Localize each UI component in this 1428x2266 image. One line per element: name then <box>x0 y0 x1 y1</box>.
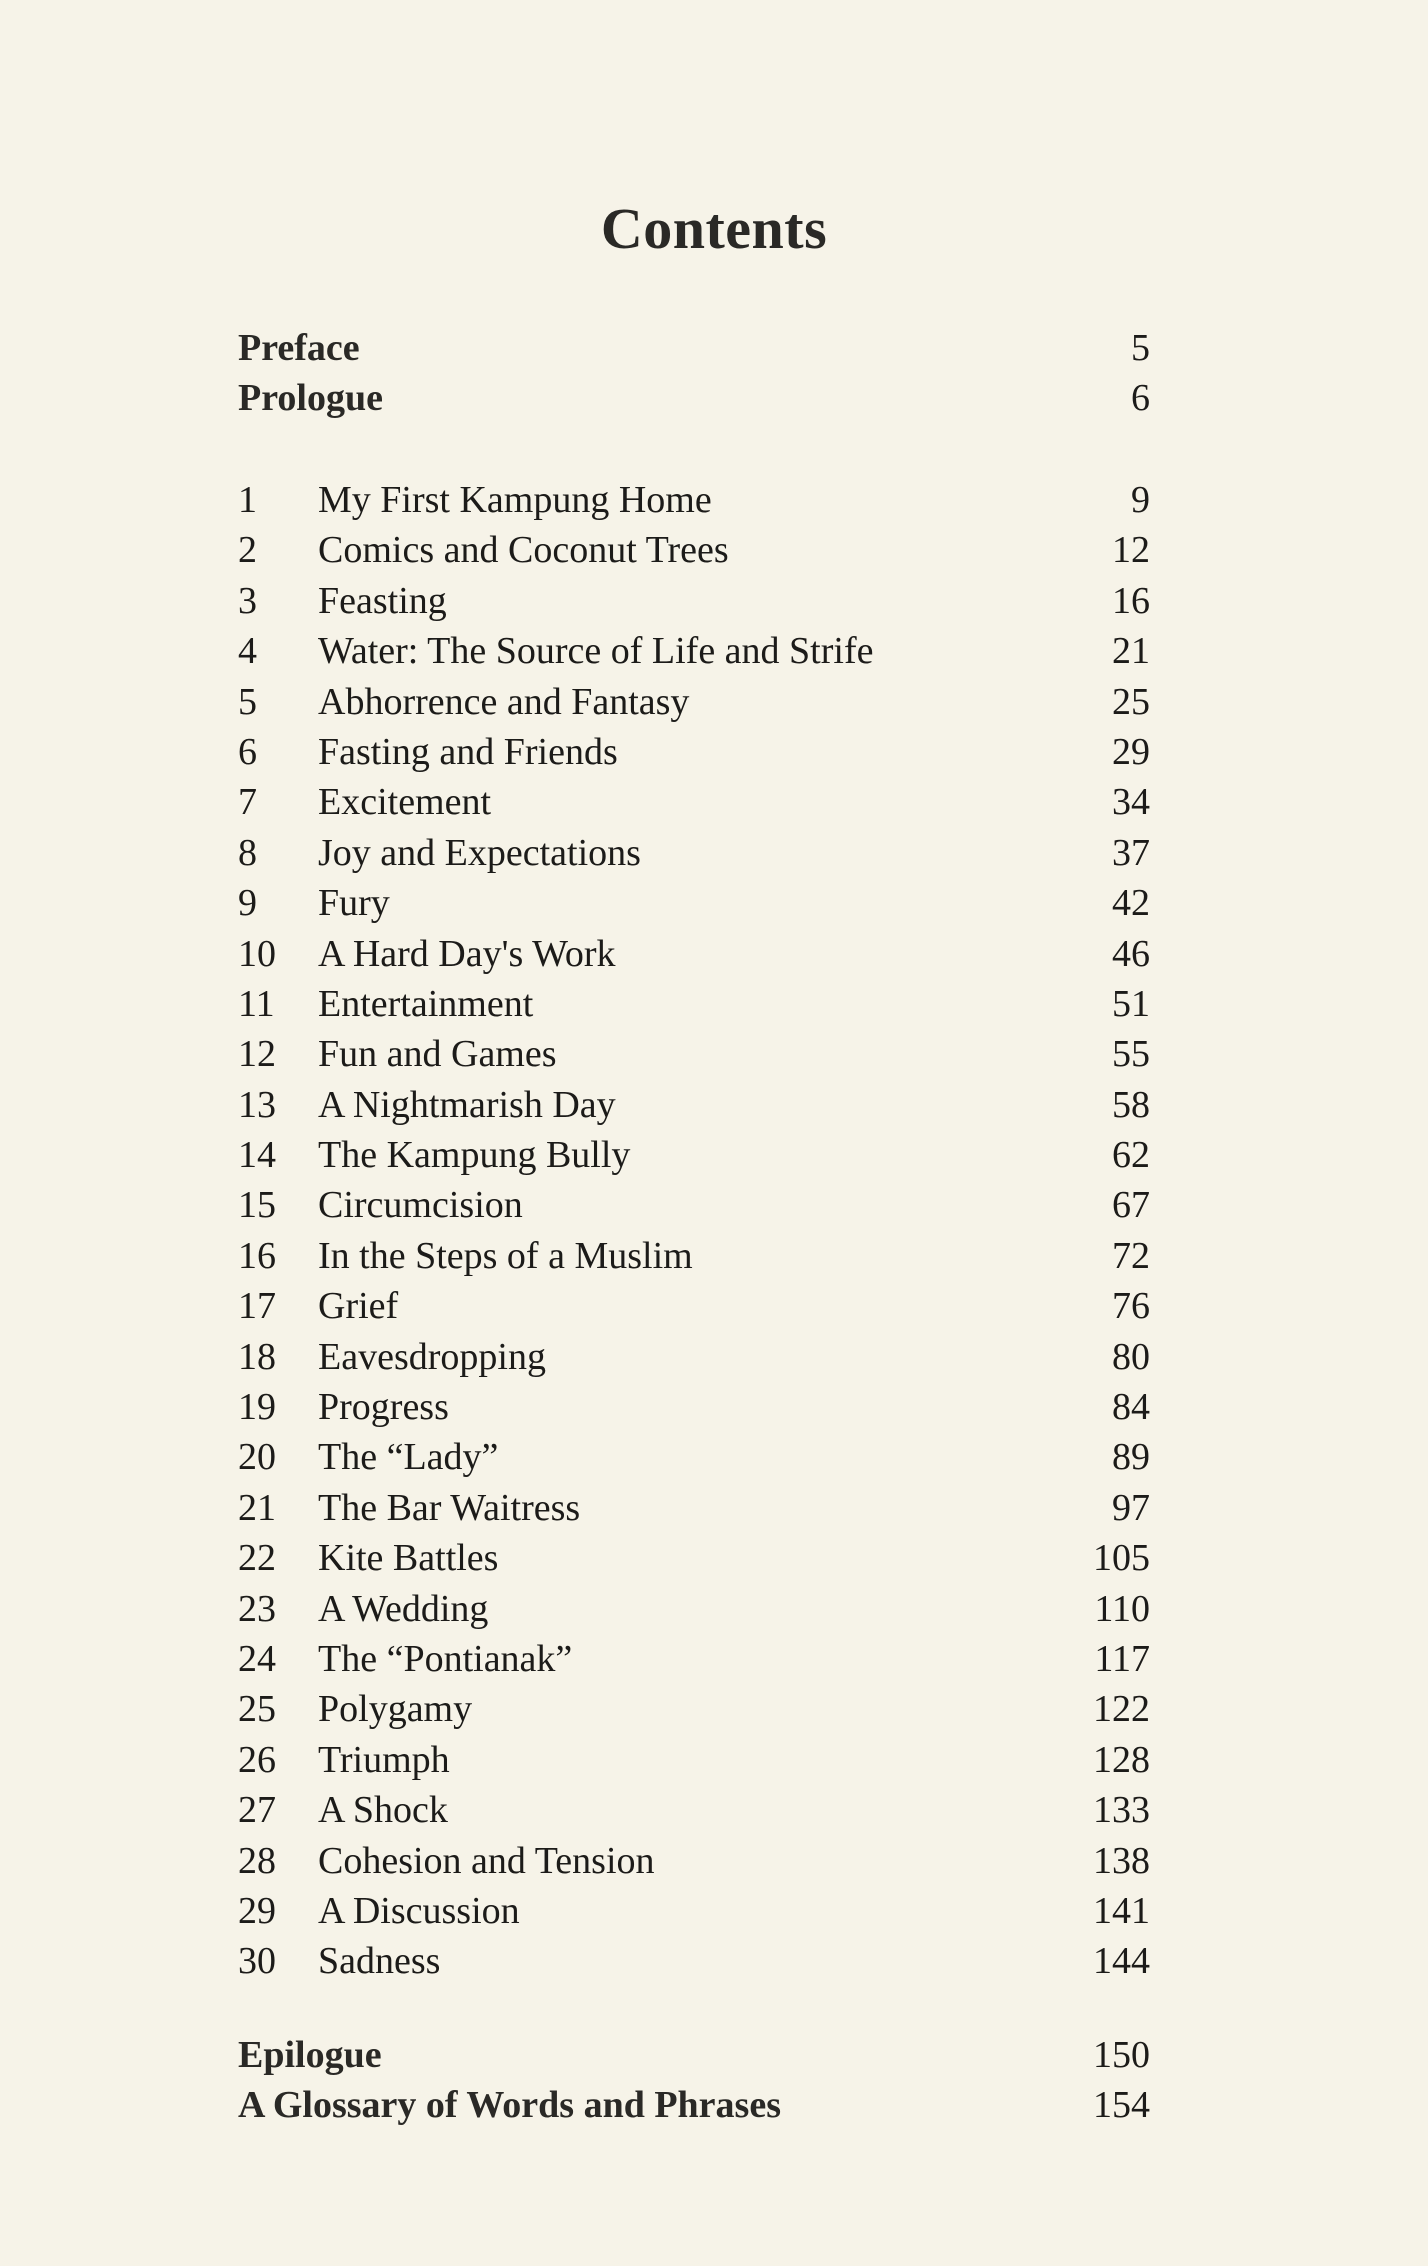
chapter-page-number: 62 <box>1112 1134 1150 1177</box>
chapter-title: Polygamy <box>318 1688 473 1731</box>
toc-entry-chapter[interactable] <box>238 1029 1150 1079</box>
chapter-number: 3 <box>238 579 257 622</box>
chapter-title: Circumcision <box>318 1184 523 1227</box>
chapter-page-number: 51 <box>1112 982 1150 1025</box>
chapter-page-number: 110 <box>1094 1587 1150 1630</box>
entry-page-number: 5 <box>1131 327 1150 369</box>
chapter-page-number: 25 <box>1112 680 1150 723</box>
chapter-number: 29 <box>238 1889 276 1932</box>
toc-entry-chapter[interactable] <box>238 1533 1150 1583</box>
chapter-page-number: 21 <box>1112 630 1150 673</box>
toc-entry-chapter[interactable] <box>238 1080 1150 1130</box>
chapter-title: A Discussion <box>318 1889 520 1932</box>
entry-page-number: 6 <box>1131 377 1150 420</box>
toc-entry-chapter[interactable] <box>238 777 1150 827</box>
chapter-number: 24 <box>238 1637 276 1680</box>
chapter-number: 22 <box>238 1537 276 1580</box>
chapter-number: 25 <box>238 1688 276 1731</box>
chapter-number: 13 <box>238 1083 276 1126</box>
toc-entry-chapter[interactable] <box>238 1584 1150 1634</box>
chapter-page-number: 34 <box>1112 781 1150 824</box>
chapter-title: A Wedding <box>318 1587 489 1630</box>
chapter-title: Grief <box>318 1285 399 1328</box>
chapter-page-number: 72 <box>1112 1234 1150 1277</box>
chapter-title: Joy and Expectations <box>318 831 641 874</box>
chapter-number: 8 <box>238 831 257 874</box>
chapter-page-number: 105 <box>1093 1537 1150 1580</box>
chapter-title: Kite Battles <box>318 1537 499 1580</box>
chapter-title: Eavesdropping <box>318 1335 546 1378</box>
entry-page-number: 150 <box>1093 2034 1150 2076</box>
chapter-title: A Nightmarish Day <box>318 1083 616 1126</box>
toc-entry-chapter[interactable] <box>238 878 1150 928</box>
chapter-page-number: 46 <box>1112 932 1150 975</box>
toc-entry-chapter[interactable] <box>238 1735 1150 1785</box>
toc-entry-chapter[interactable] <box>238 979 1150 1029</box>
chapter-title: Fun and Games <box>318 1033 557 1076</box>
chapter-page-number: 67 <box>1112 1184 1150 1227</box>
chapter-page-number: 89 <box>1112 1436 1150 1479</box>
toc-entry-chapter[interactable] <box>238 727 1150 777</box>
chapter-title: My First Kampung Home <box>318 479 712 521</box>
toc-entry-chapter[interactable] <box>238 1684 1150 1734</box>
toc-entry-chapter[interactable] <box>238 1180 1150 1230</box>
chapter-number: 12 <box>238 1033 276 1076</box>
toc-entry-chapter[interactable] <box>238 677 1150 727</box>
chapter-number: 18 <box>238 1335 276 1378</box>
toc-entry-chapter[interactable] <box>238 1483 1150 1533</box>
chapter-number: 30 <box>238 1940 276 1983</box>
chapter-number: 1 <box>238 479 257 521</box>
chapter-page-number: 76 <box>1112 1285 1150 1328</box>
chapter-title: Comics and Coconut Trees <box>318 529 729 572</box>
chapter-title: A Hard Day's Work <box>318 932 616 975</box>
chapter-title: In the Steps of a Muslim <box>318 1234 693 1277</box>
toc-entry-chapter[interactable] <box>238 1886 1150 1936</box>
toc-entry-epilogue[interactable] <box>238 2030 1150 2080</box>
chapter-title: The “Lady” <box>318 1436 499 1479</box>
chapter-title: The Kampung Bully <box>318 1134 631 1177</box>
toc-entry-chapter[interactable] <box>238 525 1150 575</box>
chapter-number: 11 <box>238 982 275 1025</box>
chapter-title: Fasting and Friends <box>318 730 618 773</box>
chapter-page-number: 37 <box>1112 831 1150 874</box>
chapter-title: Triumph <box>318 1738 450 1781</box>
chapter-number: 27 <box>238 1789 276 1832</box>
chapter-number: 17 <box>238 1285 276 1328</box>
chapter-title: Cohesion and Tension <box>318 1839 655 1882</box>
chapter-page-number: 128 <box>1093 1738 1150 1781</box>
chapter-number: 16 <box>238 1234 276 1277</box>
toc-entry-preface[interactable] <box>238 323 1150 373</box>
toc-entry-chapter[interactable] <box>238 1936 1150 1986</box>
chapter-title: Progress <box>318 1386 449 1429</box>
chapter-number: 2 <box>238 529 257 572</box>
chapter-page-number: 97 <box>1112 1486 1150 1529</box>
chapter-list <box>238 475 1150 1987</box>
chapter-number: 19 <box>238 1386 276 1429</box>
chapter-page-number: 80 <box>1112 1335 1150 1378</box>
chapter-page-number: 16 <box>1112 579 1150 622</box>
chapter-title: Feasting <box>318 579 447 622</box>
entry-title: Preface <box>238 327 360 369</box>
entry-title: A Glossary of Words and Phrases <box>238 2084 781 2127</box>
chapter-page-number: 138 <box>1093 1839 1150 1882</box>
toc-entry-chapter[interactable] <box>238 828 1150 878</box>
chapter-page-number: 12 <box>1112 529 1150 572</box>
chapter-number: 4 <box>238 630 257 673</box>
toc-entry-chapter[interactable] <box>238 1231 1150 1281</box>
toc-entry-chapter[interactable] <box>238 475 1150 525</box>
toc-entry-chapter[interactable] <box>238 1281 1150 1331</box>
chapter-title: Water: The Source of Life and Strife <box>318 630 874 673</box>
toc-entry-chapter[interactable] <box>238 576 1150 626</box>
chapter-page-number: 58 <box>1112 1083 1150 1126</box>
toc-entry-prologue[interactable] <box>238 373 1150 423</box>
back-matter-list <box>238 2030 1150 2131</box>
chapter-page-number: 84 <box>1112 1386 1150 1429</box>
chapter-number: 28 <box>238 1839 276 1882</box>
chapter-page-number: 144 <box>1093 1940 1150 1983</box>
chapter-title: Excitement <box>318 781 492 824</box>
chapter-title: A Shock <box>318 1789 448 1832</box>
toc-entry-chapter[interactable] <box>238 1382 1150 1432</box>
chapter-page-number: 9 <box>1131 479 1150 521</box>
chapter-page-number: 29 <box>1112 730 1150 773</box>
entry-title: Epilogue <box>238 2034 382 2076</box>
chapter-number: 20 <box>238 1436 276 1479</box>
toc-entry-chapter[interactable] <box>238 1785 1150 1835</box>
front-matter-list <box>238 323 1150 424</box>
chapter-title: Abhorrence and Fantasy <box>318 680 690 723</box>
chapter-number: 10 <box>238 932 276 975</box>
entry-page-number: 154 <box>1093 2084 1150 2127</box>
chapter-number: 21 <box>238 1486 276 1529</box>
entry-title: Prologue <box>238 377 383 420</box>
toc-entry-chapter[interactable] <box>238 1634 1150 1684</box>
toc-entry-chapter[interactable] <box>238 1432 1150 1482</box>
chapter-number: 7 <box>238 781 257 824</box>
chapter-title: The Bar Waitress <box>318 1486 581 1529</box>
toc-entry-glossary[interactable] <box>238 2080 1150 2130</box>
chapter-page-number: 117 <box>1094 1637 1150 1680</box>
chapter-page-number: 55 <box>1112 1033 1150 1076</box>
chapter-title: Fury <box>318 882 390 925</box>
chapter-page-number: 42 <box>1112 882 1150 925</box>
chapter-number: 5 <box>238 680 257 723</box>
chapter-title: Entertainment <box>318 982 534 1025</box>
toc-entry-chapter[interactable] <box>238 929 1150 979</box>
toc-entry-chapter[interactable] <box>238 626 1150 676</box>
chapter-page-number: 122 <box>1093 1688 1150 1731</box>
chapter-title: Sadness <box>318 1940 441 1983</box>
chapter-number: 6 <box>238 730 257 773</box>
chapter-title: The “Pontianak” <box>318 1637 573 1680</box>
toc-entry-chapter[interactable] <box>238 1130 1150 1180</box>
chapter-number: 9 <box>238 882 257 925</box>
chapter-number: 26 <box>238 1738 276 1781</box>
page-title: Contents <box>600 196 828 261</box>
chapter-page-number: 141 <box>1093 1889 1150 1932</box>
toc-entry-chapter[interactable] <box>238 1332 1150 1382</box>
chapter-number: 15 <box>238 1184 276 1227</box>
chapter-number: 14 <box>238 1134 276 1177</box>
toc-entry-chapter[interactable] <box>238 1836 1150 1886</box>
chapter-page-number: 133 <box>1093 1789 1150 1832</box>
chapter-number: 23 <box>238 1587 276 1630</box>
